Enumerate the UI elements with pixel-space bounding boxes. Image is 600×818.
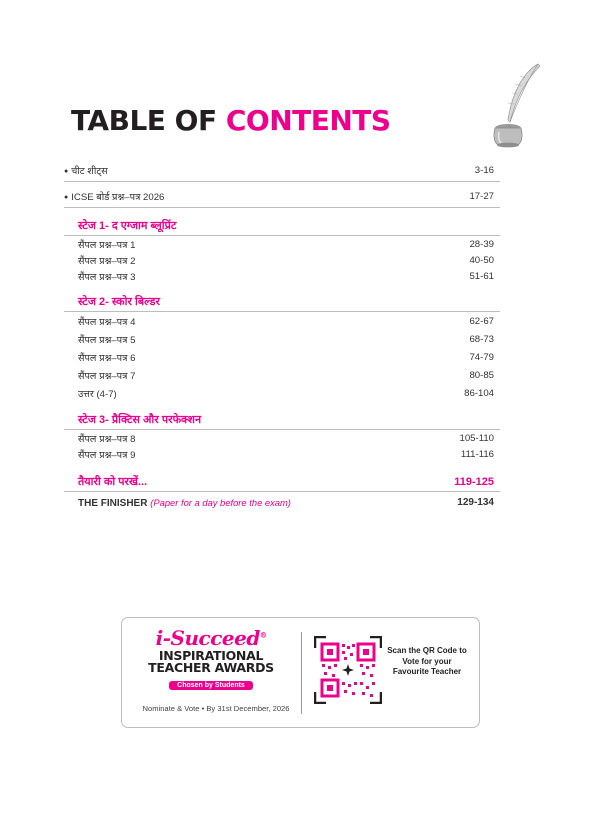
divider: [301, 632, 302, 714]
toc-row[interactable]: [64, 330, 500, 348]
title-part-2: CONTENTS: [225, 104, 391, 137]
award-line-2: TEACHER AWARDS: [148, 660, 274, 675]
toc-row-tayari[interactable]: [64, 472, 500, 492]
toc-label: सैंपल प्रश्न–पत्र 6: [78, 352, 136, 364]
page-title: [71, 104, 391, 137]
brand-logo: i-Succeed®: [155, 626, 267, 650]
toc-pages: 119-125: [454, 476, 494, 488]
toc-pages: 80-85: [469, 369, 494, 381]
stage-2-list: [64, 312, 500, 402]
finisher-note: (Paper for a day before the exam): [150, 497, 291, 508]
award-logo: [146, 626, 276, 692]
toc-pages: 3-16: [474, 165, 494, 176]
toc-row[interactable]: [64, 446, 500, 462]
qr-code-icon[interactable]: [314, 636, 382, 704]
toc-pages: 28-39: [469, 238, 494, 250]
toc-row[interactable]: [64, 236, 500, 252]
toc-pages: 129-134: [457, 497, 494, 508]
toc-label: सैंपल प्रश्न–पत्र 9: [78, 449, 136, 461]
toc-label: सैंपल प्रश्न–पत्र 4: [78, 316, 136, 328]
toc-pages: 40-50: [469, 254, 494, 266]
title-part-1: TABLE OF: [71, 104, 226, 137]
toc-label: सैंपल प्रश्न–पत्र 5: [78, 334, 136, 346]
toc-label: सैंपल प्रश्न–पत्र 1: [78, 239, 136, 251]
toc-row[interactable]: [64, 252, 500, 268]
toc-row-cheat-sheets[interactable]: [64, 156, 500, 182]
toc-row[interactable]: [64, 348, 500, 366]
toc-pages: 51-61: [469, 270, 494, 282]
quill-inkpot-icon: [486, 62, 544, 148]
toc-label: ● ICSE बोर्ड प्रश्न–पत्र 2026: [64, 190, 164, 203]
toc-pages: 111-116: [460, 448, 494, 460]
stage-3-list: [64, 430, 500, 462]
toc-pages: 62-67: [469, 315, 494, 327]
toc-label: उत्तर (4-7): [78, 388, 117, 400]
chosen-badge: Chosen by Students: [169, 681, 253, 690]
toc-pages: 68-73: [469, 333, 494, 345]
stage-1-list: [64, 236, 500, 284]
award-line-1: INSPIRATIONAL: [158, 648, 264, 663]
table-of-contents: [64, 156, 500, 514]
toc-row[interactable]: [64, 312, 500, 330]
toc-pages: 86-104: [464, 387, 494, 399]
toc-pages: 17-27: [469, 191, 494, 202]
toc-row-icse-paper[interactable]: [64, 182, 500, 208]
toc-label: सैंपल प्रश्न–पत्र 8: [78, 433, 136, 445]
stage-1-heading: स्टेज 1- द एग्जाम ब्लूप्रिंट: [64, 216, 500, 236]
stage-2-heading: स्टेज 2- स्कोर बिल्डर: [64, 292, 500, 312]
toc-row[interactable]: [64, 384, 500, 402]
toc-label: सैंपल प्रश्न–पत्र 2: [78, 255, 136, 267]
finisher-title: THE FINISHER: [78, 498, 148, 509]
stage-3-heading: स्टेज 3- प्रैक्टिस और परफेक्शन: [64, 410, 500, 430]
toc-label: तैयारी को परखें...: [78, 476, 148, 488]
toc-pages: 74-79: [469, 351, 494, 363]
toc-row-finisher[interactable]: [64, 492, 500, 514]
toc-row[interactable]: [64, 366, 500, 384]
toc-row[interactable]: [64, 268, 500, 284]
scan-instruction: Scan the QR Code to Vote for your Favourite Teacher: [387, 646, 467, 676]
toc-label: सैंपल प्रश्न–पत्र 7: [78, 370, 136, 382]
toc-label: सैंपल प्रश्न–पत्र 3: [78, 271, 136, 283]
toc-row[interactable]: [64, 430, 500, 446]
toc-pages: 105-110: [459, 432, 494, 444]
nominate-text: Nominate & Vote • By 31st December, 2026: [142, 704, 290, 713]
teacher-award-banner: [121, 617, 480, 728]
toc-label: ● चीट शीट्स: [64, 164, 108, 177]
